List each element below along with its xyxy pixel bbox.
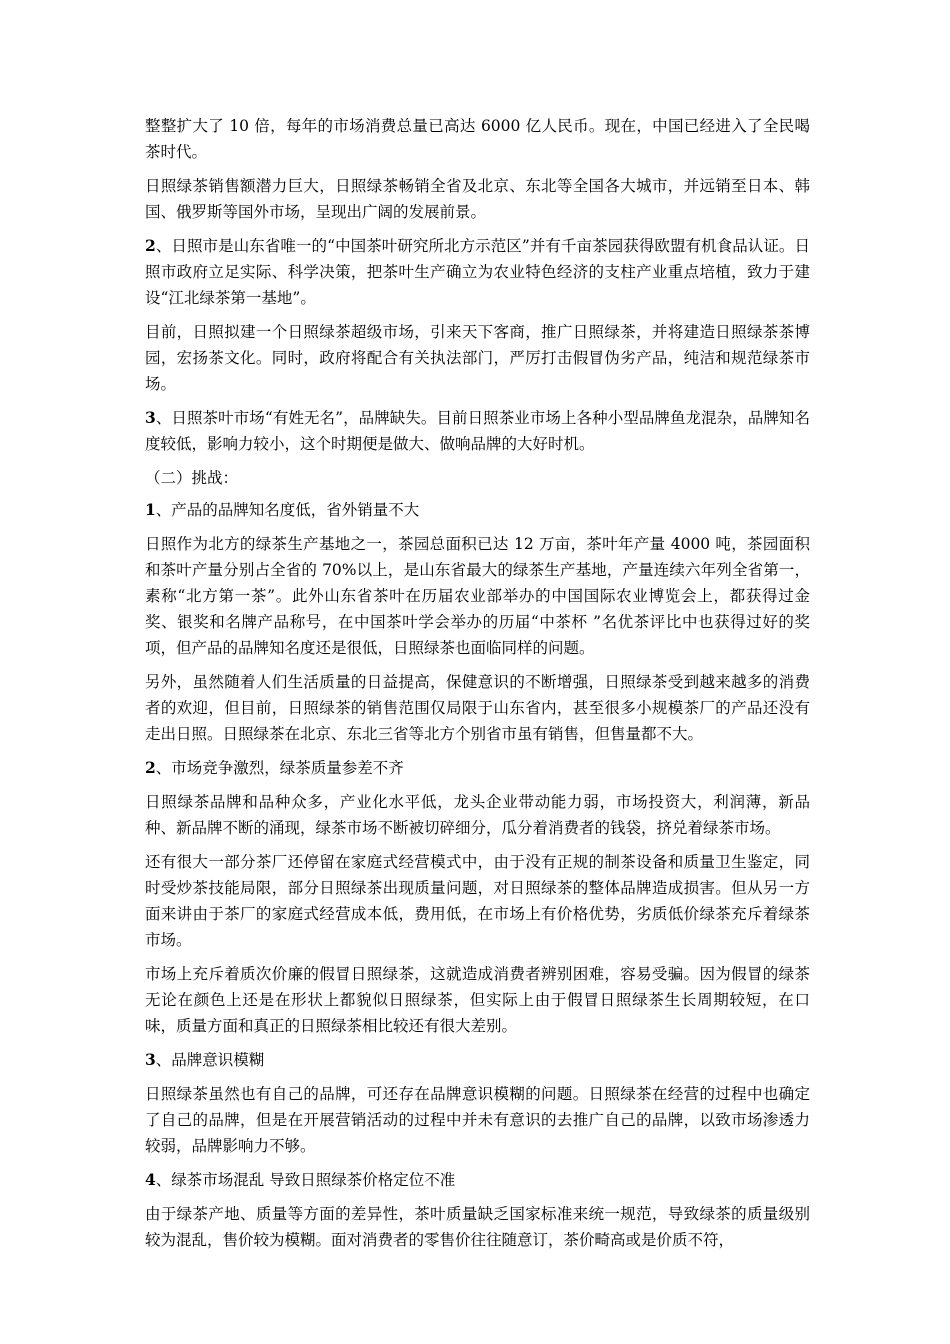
- subheading-1: [145, 497, 810, 523]
- item-number: 1: [145, 500, 156, 519]
- paragraph-text: 市场上充斥着质次价廉的假冒日照绿茶，这就造成消费者辨别困难，容易受骗。因为假冒的绿茶无论在颜色上还是在形状上都貌似日照绿茶，但实际上由于假冒日照绿茶生长周期较短，在口味，质量方面和真正的日照绿茶相比较还有很大差别。: [145, 965, 810, 1035]
- paragraph-17: [145, 1201, 810, 1253]
- paragraph-text: 日照绿茶虽然也有自己的品牌，可还存在品牌意识模糊的问题。日照绿茶在经营的过程中也确定了自己的品牌，但是在开展营销活动的过程中并未有意识的去推广自己的品牌，以致市场渗透力较弱，品牌影响力不够。: [145, 1085, 810, 1155]
- item-number: 3: [145, 1050, 156, 1069]
- subheading-text: 、产品的品牌知名度低，省外销量不大: [155, 501, 420, 519]
- subheading-4: [145, 1167, 810, 1193]
- item-number: 2: [145, 758, 156, 777]
- item-number: 2: [145, 236, 156, 255]
- paragraph-text: 还有很大一部分茶厂还停留在家庭式经营模式中，由于没有正规的制茶设备和质量卫生鉴定，同时受炒茶技能局限，部分日照绿茶出现质量问题，对日照绿茶的整体品牌造成损害。但从另一方面来讲由于茶厂的家庭式经营成本低，费用低，在市场上有价格优势，劣质低价绿茶充斥着绿茶市场。: [145, 853, 810, 949]
- paragraph-text: 、日照市是山东省唯一的“中国茶叶研究所北方示范区”并有千亩茶园获得欧盟有机食品认证。日照市政府立足实际、科学决策，把茶叶生产确立为农业特色经济的支柱产业重点培植，致力于建设“江北绿茶第一基地”。: [145, 237, 810, 307]
- paragraph-11: [145, 789, 810, 841]
- document-page: [145, 113, 810, 1261]
- paragraph-text: 日照作为北方的绿茶生产基地之一，茶园总面积已达 12 万亩，茶叶年产量 4000 吨，茶园面积和茶叶产量分别占全省的 70%以上，是山东省最大的绿茶生产基地，产量连续六年列全省第一，素称“北方第一茶”。此外山东省茶叶在历届农业部举办的中国国际农业博览会上，都获得过金奖、银奖和名牌产品称号，在中国茶叶学会举办的历届“中茶杯 ”名优茶评比中也获得过好的奖项，但产品的品牌知名度还是很低，日照绿茶也面临同样的问题。: [145, 535, 810, 657]
- section-heading-challenges: [145, 465, 810, 491]
- paragraph-text: 由于绿茶产地、质量等方面的差异性，茶叶质量缺乏国家标准来统一规范，导致绿茶的质量级别较为混乱，售价较为模糊。面对消费者的零售价往往随意订，茶价畸高或是价质不符，: [145, 1205, 810, 1249]
- item-number: 3: [145, 408, 156, 427]
- paragraph-text: 整整扩大了 10 倍，每年的市场消费总量已高达 6000 亿人民币。现在，中国已经进入了全民喝茶时代。: [145, 117, 810, 161]
- subheading-text: 、绿茶市场混乱 导致日照绿茶价格定位不准: [155, 1171, 456, 1189]
- paragraph-4: [145, 319, 810, 397]
- subheading-text: 、市场竞争激烈，绿茶质量参差不齐: [155, 759, 404, 777]
- item-number: 4: [145, 1170, 156, 1189]
- subheading-2: [145, 755, 810, 781]
- numbered-paragraph-3: [145, 405, 810, 457]
- paragraph-13: [145, 961, 810, 1039]
- paragraph-text: 日照绿茶品牌和品种众多，产业化水平低，龙头企业带动能力弱，市场投资大，利润薄，新品种、新品牌不断的涌现，绿茶市场不断被切碎细分，瓜分着消费者的钱袋，挤兑着绿茶市场。: [145, 793, 810, 837]
- paragraph-8: [145, 531, 810, 661]
- heading-text: （二）挑战：: [145, 469, 239, 487]
- numbered-paragraph-2: [145, 233, 810, 311]
- subheading-text: 、品牌意识模糊: [155, 1051, 265, 1069]
- paragraph-9: [145, 669, 810, 747]
- paragraph-text: 、日照茶叶市场“有姓无名”，品牌缺失。目前日照茶业市场上各种小型品牌鱼龙混杂，品牌知名度较低，影响力较小，这个时期便是做大、做响品牌的大好时机。: [145, 409, 810, 453]
- paragraph-12: [145, 849, 810, 953]
- paragraph-15: [145, 1081, 810, 1159]
- paragraph-text: 目前，日照拟建一个日照绿茶超级市场，引来天下客商，推广日照绿茶，并将建造日照绿茶茶博园，宏扬茶文化。同时，政府将配合有关执法部门，严厉打击假冒伪劣产品，纯洁和规范绿茶市场。: [145, 323, 810, 393]
- paragraph-1: [145, 113, 810, 165]
- paragraph-text: 日照绿茶销售额潜力巨大，日照绿茶畅销全省及北京、东北等全国各大城市，并远销至日本、韩国、俄罗斯等国外市场，呈现出广阔的发展前景。: [145, 177, 810, 221]
- paragraph-text: 另外，虽然随着人们生活质量的日益提高，保健意识的不断增强，日照绿茶受到越来越多的消费者的欢迎，但目前，日照绿茶的销售范围仅局限于山东省内，甚至很多小规模茶厂的产品还没有走出日照。日照绿茶在北京、东北三省等北方个别省市虽有销售，但售量都不大。: [145, 673, 810, 743]
- paragraph-2: [145, 173, 810, 225]
- subheading-3: [145, 1047, 810, 1073]
